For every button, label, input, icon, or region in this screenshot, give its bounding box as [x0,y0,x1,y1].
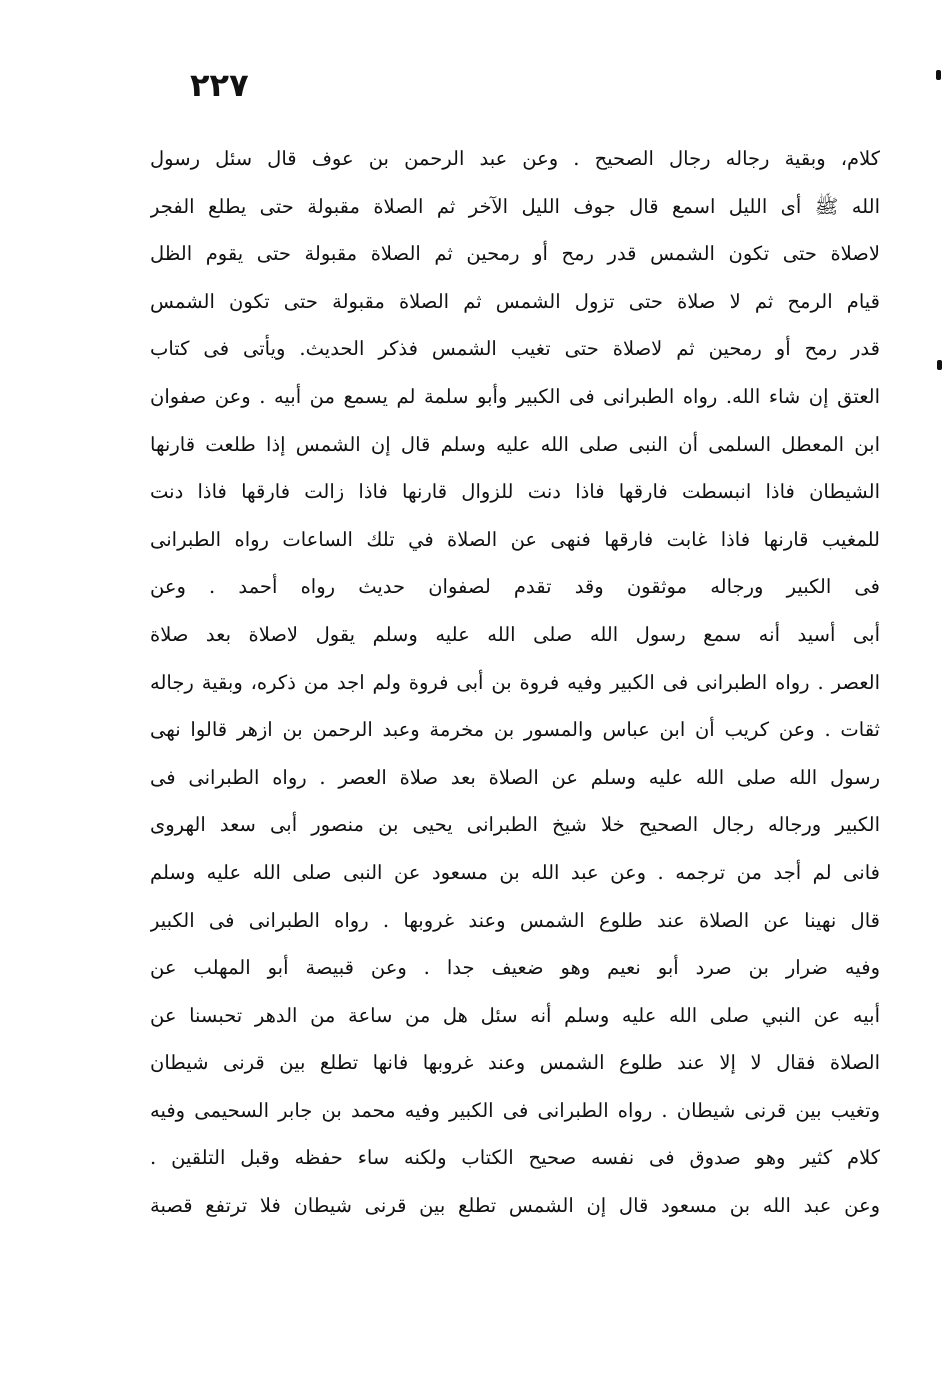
text-line: ثقات . وعن كريب أن ابن عباس والمسور بن مخرمة وعبد الرحمن بن ازهر قالوا نهى [150,718,880,742]
page-number: ٢٢٧ [190,66,249,104]
text-line: أبيه عن النبي صلى الله عليه وسلم أنه سئل هل من ساعة من الدهر تحبسنا عن [150,1003,880,1027]
margin-mark [936,70,941,80]
text-line: كلام كثير وهو صدوق فى نفسه صحيح الكتاب ولكنه ساء حفظه وقبل التلقين . [150,1146,880,1170]
text-line: أبى أسيد أنه سمع رسول الله صلى الله عليه وسلم يقول لاصلاة بعد صلاة [150,622,880,646]
text-line: العتق إن شاء الله. رواه الطبرانى فى الكبير وأبو سلمة لم يسمع من أبيه . وعن صفوان [150,384,880,408]
text-line: الله ﷺ أى الليل اسمع قال جوف الليل الآخر ثم الصلاة مقبولة حتى يطلع الفجر [150,194,880,218]
text-line: قدر رمح أو رمحين ثم لاصلاة حتى تغيب الشمس فذكر الحديث. ويأتى فى كتاب [150,337,880,361]
text-line: رسول الله صلى الله عليه وسلم عن الصلاة بعد صلاة العصر . رواه الطبرانى فى [150,765,880,789]
margin-mark [937,360,942,370]
body-text [150,135,880,1230]
text-line: وعن عبد الله بن مسعود قال إن الشمس تطلع بين قرنى شيطان فلا ترتفع قصبة [150,1194,880,1218]
text-line: لاصلاة حتى تكون الشمس قدر رمح أو رمحين ثم الصلاة مقبولة حتى يقوم الظل [150,242,880,266]
text-line: ابن المعطل السلمى أن النبى صلى الله عليه وسلم قال إن الشمس إذا طلعت قارنها [150,432,880,456]
text-line: العصر . رواه الطبرانى فى الكبير وفيه فروة بن أبى فروة ولم اجد من ذكره، وبقية رجاله [150,670,880,694]
text-line: فى الكبير ورجاله موثقون وقد تقدم لصفوان حديث رواه أحمد . وعن [150,575,880,599]
text-line: وتغيب بين قرنى شيطان . رواه الطبرانى فى الكبير وفيه محمد بن جابر السحيمى وفيه [150,1098,880,1122]
text-line: كلام، وبقية رجاله رجال الصحيح . وعن عبد الرحمن بن عوف قال سئل رسول [150,147,880,170]
text-line: الصلاة فقال لا إلا عند طلوع الشمس وعند غروبها فانها تطلع بين قرنى شيطان [150,1051,880,1075]
text-line: الكبير ورجاله رجال الصحيح خلا شيخ الطبرانى يحيى بن منصور أبى سعد الهروى [150,813,880,837]
text-line: وفيه ضرار بن صرد أبو نعيم وهو ضعيف جدا . وعن قبيصة أبو المهلب عن [150,956,880,980]
text-line: فانى لم أجد من ترجمه . وعن عبد الله بن مسعود عن النبى صلى الله عليه وسلم [150,860,880,884]
text-line: قال نهينا عن الصلاة عند طلوع الشمس وعند غروبها . رواه الطبرانى فى الكبير [150,908,880,932]
text-line: قيام الرمح ثم لا صلاة حتى تزول الشمس ثم الصلاة مقبولة حتى تكون الشمس [150,289,880,313]
text-line: للمغيب قارنها فاذا غابت فارقها فنهى عن الصلاة في تلك الساعات رواه الطبرانى [150,527,880,551]
text-line: الشيطان فاذا انبسطت فارقها فاذا دنت للزوال قارنها فاذا زالت فارقها فاذا دنت [150,480,880,504]
